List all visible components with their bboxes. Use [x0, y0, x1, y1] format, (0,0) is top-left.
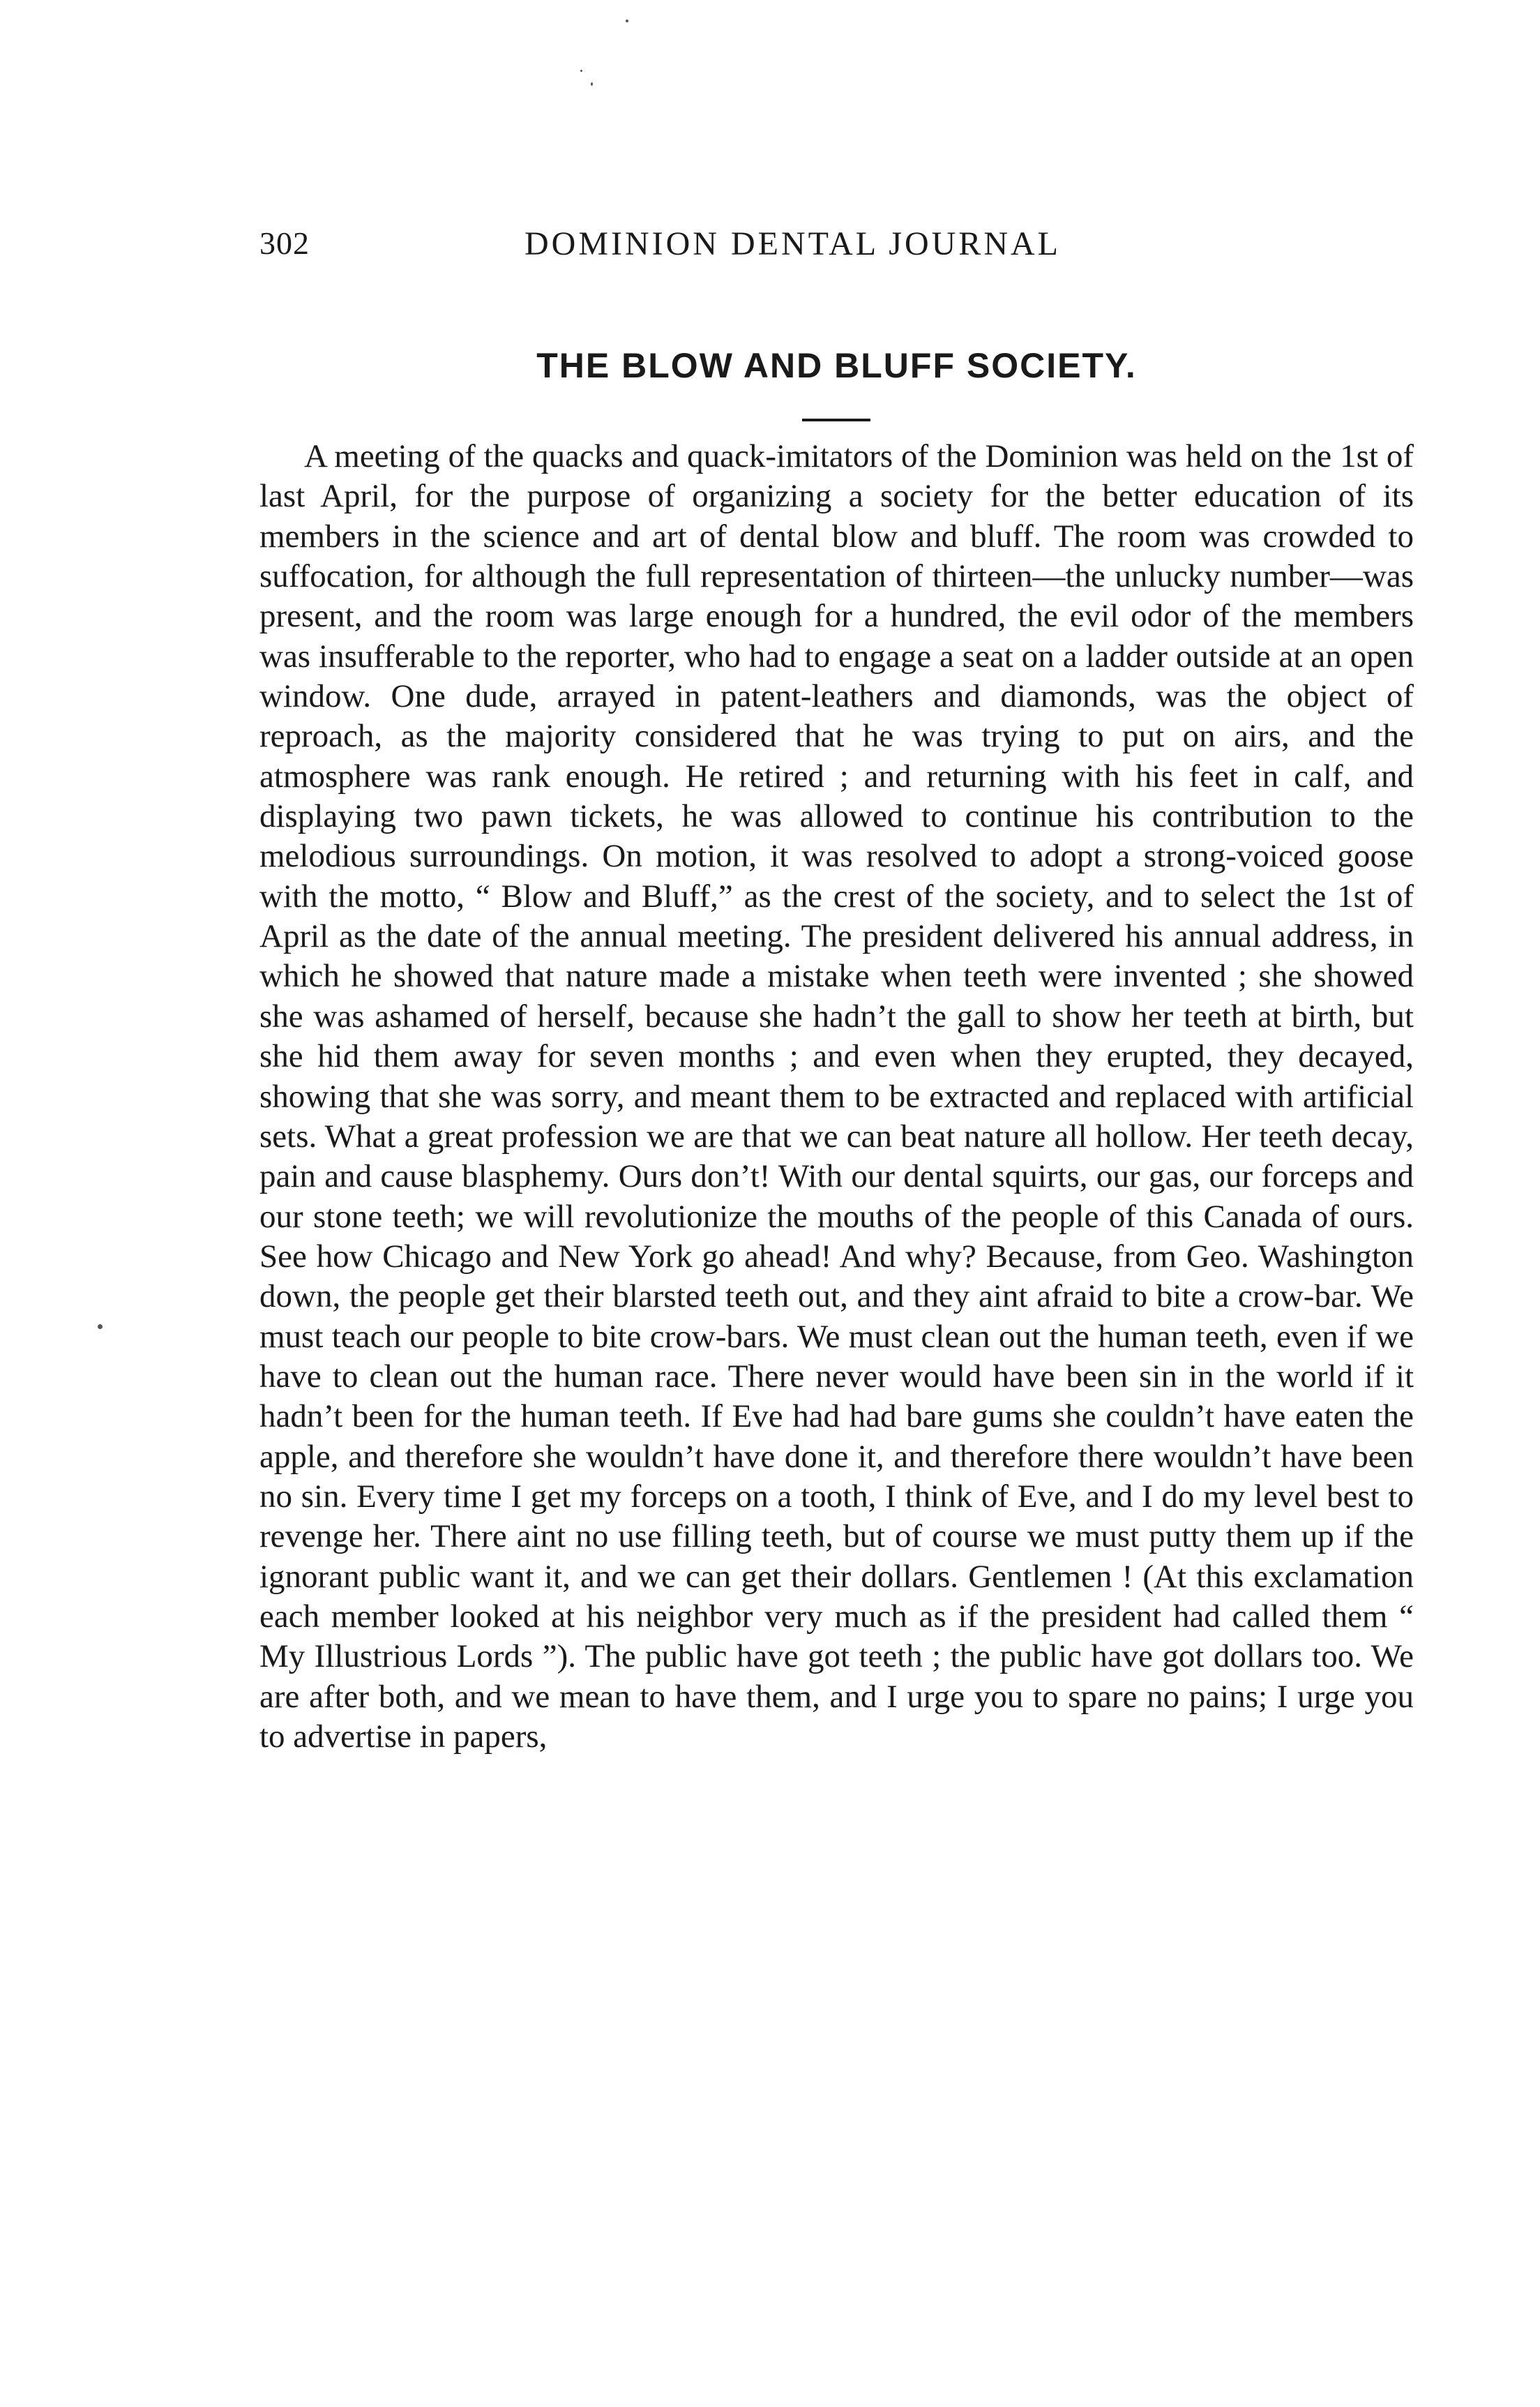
page-number: 302 [259, 225, 310, 261]
print-speck [580, 70, 582, 72]
title-rule [802, 419, 870, 421]
print-speck [98, 1324, 103, 1329]
article-body: A meeting of the quacks and quack-imitators of the Dominion was held on the 1st of last April, for the purpose of organizing a society for the better education of its members in the science and art of dental blow and bluff. The room was crowded to suffocation, for although the full representation of thirteen—the unlucky number—was present, and the room was large enough for a hundred, the evil odor of the members was insufferable to the reporter, who had to engage a seat on a ladder outside at an open window. One dude, arrayed in patent-leathers and diamonds, was the object of reproach, as the majority considered that he was trying to put on airs, and the atmosphere was rank enough. He retired ; and returning with his feet in calf, and displaying two pawn tickets, he was allowed to continue his contribution to the melodious surroundings. On motion, it was resolved to adopt a strong-voiced goose with the motto, “ Blow and Bluff,” as the crest of the society, and to select the 1st of April as the date of the annual meeting. The president delivered his annual address, in which he showed that nature made a mistake when teeth were invented ; she showed she was ashamed of herself, because she hadn’t the gall to show her teeth at birth, but she hid them away for seven months ; and even when they erupted, they decayed, showing that she was sorry, and meant them to be extracted and replaced with artificial sets. What a great profession we are that we can beat nature all hollow. Her teeth decay, pain and cause blasphemy. Ours don’t! With our dental squirts, our gas, our forceps and our stone teeth; we will revolutionize the mouths of the people of this Canada of ours. See how Chicago and New York go ahead! And why? Because, from Geo. Washington down, the people get their blarsted teeth out, and they aint afraid to bite a crow-bar. We must teach our people to bite crow-bars. We must clean out the human teeth, even if we have to clean out the human race. There never would have been sin in the world if it hadn’t been for the human teeth. If Eve had had bare gums she couldn’t have eaten the apple, and therefore she wouldn’t have done it, and therefore there wouldn’t have been no sin. Every time I get my forceps on a tooth, I think of Eve, and I do my level best to revenge her. There aint no use filling teeth, but of course we must putty them up if the ignorant public want it, and we can get their dollars. Gentlemen ! (At this exclamation each member looked at his neighbor very much as if the president had called them “ My Illustrious Lords ”). The public have got teeth ; the public have got dollars too. We are after both, and we mean to have them, and I urge you to spare no pains; I urge you to advertise in papers, [259, 438, 1414, 1755]
print-speck [626, 20, 628, 22]
running-head: DOMINION DENTAL JOURNAL [524, 225, 1061, 262]
print-speck [591, 82, 593, 86]
article-title: THE BLOW AND BLUFF SOCIETY. [536, 346, 1137, 385]
page-header [259, 225, 1414, 267]
